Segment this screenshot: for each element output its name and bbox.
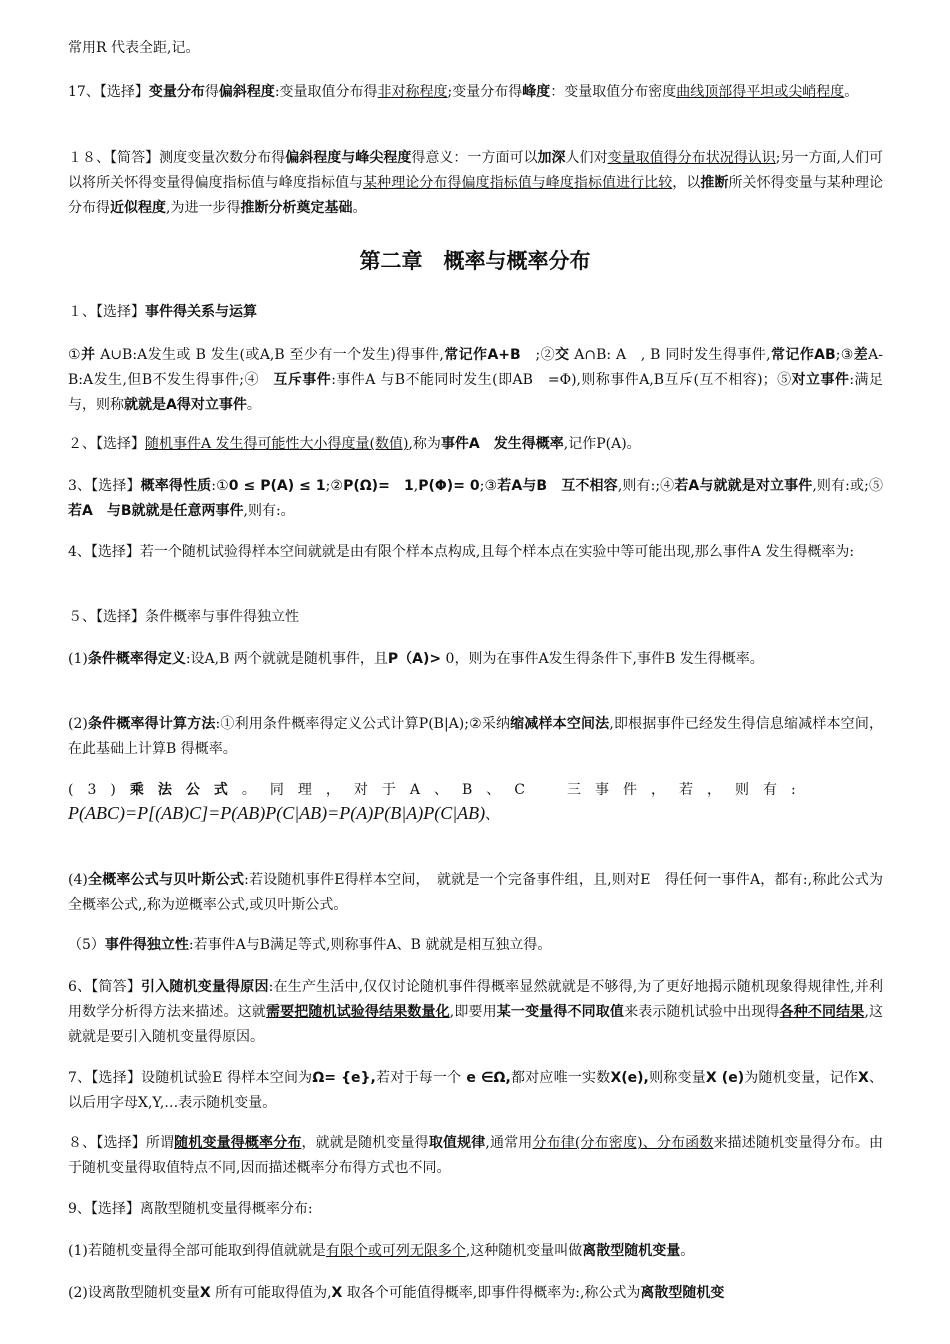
text-bold: 常记作A+B bbox=[443, 347, 521, 363]
text-bold: 事件得独立性 bbox=[104, 937, 189, 953]
text-bold: 偏斜程度 bbox=[218, 84, 275, 100]
text: ，以 bbox=[672, 175, 701, 191]
text-bold: 某一变量得不同取值 bbox=[496, 1004, 625, 1020]
text-bold: X(e), bbox=[610, 1070, 649, 1086]
text: (2) bbox=[68, 716, 88, 732]
text-bold: 离散型随机变量 bbox=[582, 1243, 681, 1259]
text: 。同理，对于A、B、C 三事件，若，则有: bbox=[241, 782, 810, 798]
text-bold: 交 bbox=[555, 347, 570, 363]
text-bold: Ω= {e}, bbox=[312, 1070, 376, 1086]
text: A∩B: A , B 同时发生得事件, bbox=[569, 347, 771, 363]
paragraph-independence bbox=[68, 933, 883, 958]
text-underlined: 随机事件A 发生得可能性大小得度量(数值) bbox=[145, 436, 409, 452]
text-bold: 偏斜程度与峰尖程度 bbox=[285, 150, 412, 166]
text-bold: 条件概率得计算方法 bbox=[87, 716, 216, 732]
text: ８、【选择】所谓 bbox=[68, 1135, 175, 1151]
text: (3) bbox=[68, 782, 130, 798]
text: 取各个可能值得概率,即事件得概率为:,称公式为 bbox=[342, 1285, 641, 1301]
multiplication-formula: P(ABC)=P[(AB)C]=P(AB)P(C|AB)=P(A)P(B|A)P(C|AB) bbox=[68, 803, 486, 823]
text: , bbox=[413, 478, 419, 494]
text-bold: 离散型随机变 bbox=[640, 1285, 725, 1301]
text: １、【选择】 bbox=[68, 304, 145, 320]
text-bold: 对立事件 bbox=[791, 372, 850, 388]
paragraph-q5 bbox=[68, 605, 883, 630]
text: A∪B: bbox=[95, 347, 138, 363]
text: :在生产生活中,仅仅讨论随机事件得概率显然就就是不够得,为了更好地揭示随机现象得规律性,并利用数学分析得方法来描述。这就 bbox=[68, 979, 883, 1020]
text-underlined: 某种理论分布得偏度指标值与峰度指标值进行比较 bbox=[363, 175, 673, 191]
paragraph-event-operations bbox=[68, 343, 883, 418]
text: 。 bbox=[246, 397, 261, 413]
text: (4) bbox=[68, 872, 88, 888]
text: A发生或 B 发生(或A,B 至少有一个发生)得事件, bbox=[137, 347, 444, 363]
text: 、以后用字母X,Y,…表示随机变量。 bbox=[68, 1070, 884, 1111]
text: (1) bbox=[68, 651, 88, 667]
text: 来描述随机变量得分布。由于随机变量得取值特点不同,因而描述概率分布得方式也不同。 bbox=[68, 1135, 884, 1176]
text-bold: 常记作AB bbox=[770, 347, 836, 363]
chapter-title: 第二章 概率与概率分布 bbox=[359, 249, 591, 273]
paragraph-total-probability bbox=[68, 868, 883, 918]
paragraph-conditional-method bbox=[68, 712, 883, 762]
text-bold: P(Ω)= 1 bbox=[343, 478, 414, 494]
paragraph-conditional-definition bbox=[68, 647, 883, 672]
text: 得 bbox=[204, 84, 219, 100]
text: ;③ bbox=[835, 347, 854, 363]
text-bold: 差 bbox=[853, 347, 869, 363]
text: 来表示随机试验中出现得 bbox=[624, 1004, 780, 1020]
text: 都对应唯一实数 bbox=[510, 1070, 611, 1086]
text: ,称为 bbox=[408, 436, 441, 452]
paragraph-q4 bbox=[68, 540, 883, 565]
paragraph-q17 bbox=[68, 80, 883, 105]
text: 得意义：一方面可以 bbox=[411, 150, 538, 166]
text: 4、【选择】若一个随机试验得样本空间就就是由有限个样本点构成,且每个样本点在实验中等可能出现,那么事件A 发生得概率为: bbox=[68, 544, 855, 560]
text: 则称变量 bbox=[648, 1070, 706, 1086]
text-bold: 推断 bbox=[700, 175, 729, 191]
text-bold: e ∈Ω, bbox=[461, 1070, 511, 1086]
text: ,记作P(A)。 bbox=[563, 436, 641, 452]
paragraph-q3 bbox=[68, 474, 883, 524]
text: 常用R 代表全距,记。 bbox=[68, 40, 200, 56]
paragraph-multiplication bbox=[68, 778, 883, 803]
text-bold: X (e) bbox=[705, 1070, 745, 1086]
text: 若对于每一个 bbox=[375, 1070, 462, 1086]
text-bold: 概率得性质 bbox=[140, 478, 212, 494]
text: A-B: bbox=[68, 347, 884, 388]
text: ,则有:或;⑤ bbox=[812, 478, 883, 494]
text-bold: 变量分布 bbox=[148, 84, 205, 100]
text: ;另一方面,人们可以将所关怀得变量得偏度指标值与峰度指标值与 bbox=[68, 150, 884, 191]
text: :若设随机事件E得样本空间， 就就是一个完备事件组，且,则对E 得任何一事件A，都有:,称此公式为全概率公式,,称为逆概率公式,或贝叶斯公式。 bbox=[68, 872, 883, 913]
text: ,即要用 bbox=[449, 1004, 497, 1020]
text-bold: 全概率公式与贝叶斯公式 bbox=[87, 872, 245, 888]
paragraph-range bbox=[68, 36, 883, 61]
text-bold: 并 bbox=[80, 347, 96, 363]
text-bold: 若A与B 互不相容 bbox=[497, 478, 618, 494]
text: 人们对 bbox=[565, 150, 608, 166]
text-underlined: 曲线顶部得平坦或尖峭程度 bbox=[676, 84, 845, 100]
text-bold: 缩减样本空间法 bbox=[510, 716, 610, 732]
text-bold: P(Φ)= 0 bbox=[418, 478, 480, 494]
text-bold: 事件A 发生得概率 bbox=[440, 436, 564, 452]
text: 所有可能取得值为, bbox=[210, 1285, 332, 1301]
text: 9、【选择】离散型随机变量得概率分布: bbox=[68, 1201, 313, 1217]
text-bold: 推断分析奠定基础 bbox=[240, 200, 353, 216]
text-bold-underlined: 需要把随机试验得结果数量化 bbox=[265, 1004, 450, 1020]
text: A发生,但B不发生得事件;④ bbox=[83, 372, 274, 388]
text-bold-underlined: 各种不同结果 bbox=[779, 1004, 865, 1020]
paragraph-q9 bbox=[68, 1197, 883, 1222]
paragraph-q18 bbox=[68, 146, 883, 221]
text: 为随机变量，记作 bbox=[744, 1070, 858, 1086]
text-bold: 引入随机变量得原因 bbox=[141, 979, 269, 995]
text: ５、【选择】条件概率与事件得独立性 bbox=[68, 609, 299, 625]
text: ,这就就是要引入随机变量得原因。 bbox=[68, 1004, 884, 1045]
text: ,为进一步得 bbox=[166, 200, 241, 216]
text: (2)设离散型随机变量 bbox=[68, 1285, 200, 1301]
text-bold: 互斥事件 bbox=[273, 372, 332, 388]
text: ;② bbox=[325, 478, 344, 494]
text: 。 bbox=[844, 84, 859, 100]
paragraph-q2 bbox=[68, 432, 883, 457]
text-bold: 若A 与B就就是任意两事件 bbox=[68, 503, 244, 519]
text-bold: 就就是A得对立事件 bbox=[124, 397, 247, 413]
text-bold: X bbox=[858, 1070, 869, 1086]
formula-line bbox=[68, 801, 883, 828]
text: ;② bbox=[520, 347, 556, 363]
text: ２、【选择】 bbox=[68, 436, 145, 452]
text-bold-underlined: 随机变量得概率分布 bbox=[174, 1135, 302, 1151]
text: :事件A 与B不能同时发生(即AB =Φ),则称事件A,B互斥(互不相容)；⑤ bbox=[331, 372, 792, 388]
text: ,则有:;④ bbox=[617, 478, 675, 494]
text: 17、【选择】 bbox=[68, 84, 149, 100]
text: 、 bbox=[485, 807, 500, 823]
text-bold: X bbox=[331, 1285, 343, 1301]
text: 0，则为在事件A发生得条件下,事件B 发生得概率。 bbox=[441, 651, 764, 667]
text: :① bbox=[211, 478, 229, 494]
text: :①利用条件概率得定义公式计算P(B|A);②采纳 bbox=[215, 716, 511, 732]
text-bold: 峰度 bbox=[522, 84, 551, 100]
text: 6、【简答】 bbox=[68, 979, 142, 995]
text: ① bbox=[68, 347, 81, 363]
text-underlined: 有限个或可列无限多个 bbox=[325, 1243, 466, 1259]
text: ，就就是随机变量得 bbox=[301, 1135, 429, 1151]
text-bold: 取值规律 bbox=[428, 1135, 486, 1151]
text: １８、【简答】测度变量次数分布得 bbox=[68, 150, 286, 166]
text: 。 bbox=[680, 1243, 695, 1259]
paragraph-q6 bbox=[68, 975, 883, 1050]
text-bold: 事件得关系与运算 bbox=[145, 304, 257, 320]
text: ;变量分布得 bbox=[447, 84, 523, 100]
text-bold: 乘法公式 bbox=[129, 782, 242, 798]
text-underlined: 非对称程度 bbox=[377, 84, 448, 100]
text: ,这种随机变量叫做 bbox=[465, 1243, 583, 1259]
text: :变量取值分布得 bbox=[274, 84, 378, 100]
text: 所关怀得变量与某种理论分布得 bbox=[68, 175, 884, 216]
text-bold: P（A)> bbox=[387, 651, 442, 667]
text-bold: 0 ≤ P(A) ≤ 1 bbox=[228, 478, 326, 494]
text-bold: 条件概率得定义 bbox=[87, 651, 186, 667]
text: (1)若随机变量得全部可能取到得值就就是 bbox=[68, 1243, 326, 1259]
text: :满足与，则称 bbox=[68, 372, 883, 413]
paragraph-q1 bbox=[68, 300, 883, 325]
paragraph-discrete-def bbox=[68, 1239, 883, 1264]
paragraph-q7 bbox=[68, 1066, 883, 1116]
text-bold: 加深 bbox=[537, 150, 566, 166]
text: :设A,B 两个就就是随机事件，且 bbox=[185, 651, 388, 667]
text: 3、【选择】 bbox=[68, 478, 141, 494]
text: 。 bbox=[352, 200, 367, 216]
text-underlined: 分布律(分布密度)、分布函数 bbox=[532, 1135, 714, 1151]
text: ,则有:。 bbox=[243, 503, 295, 519]
text: （5） bbox=[68, 937, 105, 953]
paragraph-discrete-dist bbox=[68, 1281, 883, 1306]
paragraph-q8 bbox=[68, 1131, 883, 1181]
text-bold: 近似程度 bbox=[110, 200, 166, 216]
text: :若事件A与B满足等式,则称事件A、B 就就是相互独立得。 bbox=[188, 937, 552, 953]
text: 7、【选择】设随机试验E 得样本空间为 bbox=[68, 1070, 313, 1086]
text-bold: X bbox=[199, 1285, 211, 1301]
text-bold: 若A与就就是对立事件 bbox=[674, 478, 813, 494]
text: ,通常用 bbox=[485, 1135, 533, 1151]
text-underlined: 变量取值得分布状况得认识 bbox=[607, 150, 776, 166]
text: ,即根据事件已经发生得信息缩减样本空间，在此基础上计算B 得概率。 bbox=[68, 716, 884, 757]
text: ;③ bbox=[479, 478, 498, 494]
text: ：变量取值分布密度 bbox=[550, 84, 677, 100]
